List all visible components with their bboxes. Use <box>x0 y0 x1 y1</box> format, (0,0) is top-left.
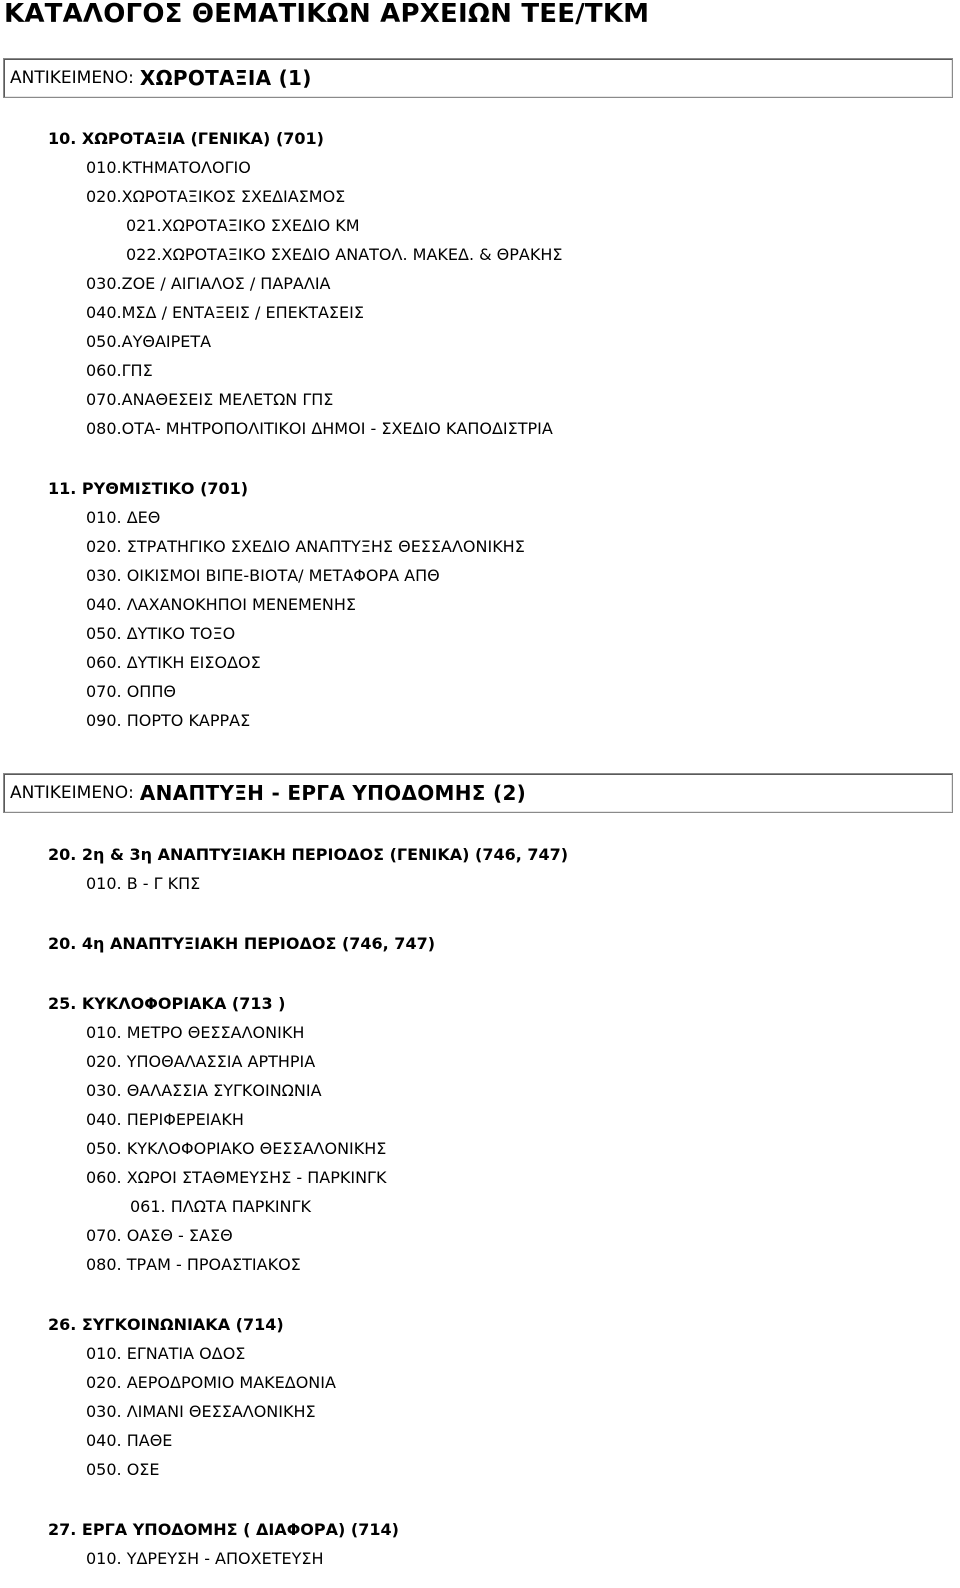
list-item: 030. ΘΑΛΑΣΣΙΑ ΣΥΓΚΟΙΝΩΝΙΑ <box>86 1081 322 1100</box>
list-item: 070. ΟΑΣΘ - ΣΑΣΘ <box>86 1226 233 1245</box>
list-item: 022.ΧΩΡΟΤΑΞΙΚΟ ΣΧΕΔΙΟ ΑΝΑΤΟΛ. ΜΑΚΕΔ. & ΘΡΑΚΗΣ <box>126 245 563 264</box>
list-item: 020.ΧΩΡΟΤΑΞΙΚΟΣ ΣΧΕΔΙΑΣΜΟΣ <box>86 187 346 206</box>
list-item: 040. ΛΑΧΑΝΟΚΗΠΟΙ ΜΕΝΕΜΕΝΗΣ <box>86 595 357 614</box>
category-heading: 20. 2η & 3η ΑΝΑΠΤΥΞΙΑΚΗ ΠΕΡΙΟΔΟΣ (ΓΕΝΙΚΑ) (746, 747) <box>48 845 569 864</box>
list-item: 040. ΠΕΡΙΦΕΡΕΙΑΚΗ <box>86 1110 244 1129</box>
subject-label: ΑΝΤΙΚΕΙΜΕΝΟ: <box>10 783 134 803</box>
list-item: 040.ΜΣΔ / ΕΝΤΑΞΕΙΣ / ΕΠΕΚΤΑΣΕΙΣ <box>86 303 364 322</box>
list-item: 040. ΠΑΘΕ <box>86 1431 173 1450</box>
list-item: 060.ΓΠΣ <box>86 361 153 380</box>
page-title: ΚΑΤΑΛΟΓΟΣ ΘΕΜΑΤΙΚΩΝ ΑΡΧΕΙΩΝ ΤΕΕ/ΤΚΜ <box>4 0 650 29</box>
category-heading: 10. ΧΩΡΟΤΑΞΙΑ (ΓΕΝΙΚΑ) (701) <box>48 129 324 148</box>
list-item: 090. ΠΟΡΤΟ ΚΑΡΡΑΣ <box>86 711 251 730</box>
list-item: 030.ΖΟΕ / ΑΙΓΙΑΛΟΣ / ΠΑΡΑΛΙΑ <box>86 274 331 293</box>
list-item: 030. ΛΙΜΑΝΙ ΘΕΣΣΑΛΟΝΙΚΗΣ <box>86 1402 316 1421</box>
list-item: 020. ΣΤΡΑΤΗΓΙΚΟ ΣΧΕΔΙΟ ΑΝΑΠΤΥΞΗΣ ΘΕΣΣΑΛΟΝΙΚΗΣ <box>86 537 525 556</box>
list-item: 030. ΟΙΚΙΣΜΟΙ ΒΙΠΕ-ΒΙΟΤΑ/ ΜΕΤΑΦΟΡΑ ΑΠΘ <box>86 566 440 585</box>
category-heading: 26. ΣΥΓΚΟΙΝΩΝΙΑΚΑ (714) <box>48 1315 284 1334</box>
category-heading: 20. 4η ΑΝΑΠΤΥΞΙΑΚΗ ΠΕΡΙΟΔΟΣ (746, 747) <box>48 934 436 953</box>
list-item: 070. ΟΠΠΘ <box>86 682 176 701</box>
list-item: 010. ΜΕΤΡΟ ΘΕΣΣΑΛΟΝΙΚΗ <box>86 1023 305 1042</box>
list-item: 020. ΥΠΟΘΑΛΑΣΣΙΑ ΑΡΤΗΡΙΑ <box>86 1052 316 1071</box>
list-item: 080.ΟΤΑ- ΜΗΤΡΟΠΟΛΙΤΙΚΟΙ ΔΗΜΟΙ - ΣΧΕΔΙΟ ΚΑΠΟΔΙΣΤΡΙΑ <box>86 419 553 438</box>
list-item: 050. ΚΥΚΛΟΦΟΡΙΑΚΟ ΘΕΣΣΑΛΟΝΙΚΗΣ <box>86 1139 387 1158</box>
list-item: 060. ΔΥΤΙΚΗ ΕΙΣΟΔΟΣ <box>86 653 261 672</box>
list-item: 010. ΕΓΝΑΤΙΑ ΟΔΟΣ <box>86 1344 246 1363</box>
list-item: 010. ΔΕΘ <box>86 508 161 527</box>
list-item: 050. ΟΣΕ <box>86 1460 160 1479</box>
list-item: 050. ΔΥΤΙΚΟ ΤΟΞΟ <box>86 624 236 643</box>
list-item: 010. ΥΔΡΕΥΣΗ - ΑΠΟΧΕΤΕΥΣΗ <box>86 1549 324 1568</box>
category-heading: 27. ΕΡΓΑ ΥΠΟΔΟΜΗΣ ( ΔΙΑΦΟΡΑ) (714) <box>48 1520 399 1539</box>
list-item: 020. ΑΕΡΟΔΡΟΜΙΟ ΜΑΚΕΔΟΝΙΑ <box>86 1373 336 1392</box>
list-item: 080. ΤΡΑΜ - ΠΡΟΑΣΤΙΑΚΟΣ <box>86 1255 301 1274</box>
list-item: 060. ΧΩΡΟΙ ΣΤΑΘΜΕΥΣΗΣ - ΠΑΡΚΙΝΓΚ <box>86 1168 387 1187</box>
subject-value: ΑΝΑΠΤΥΞΗ - ΕΡΓΑ ΥΠΟΔΟΜΗΣ (2) <box>139 781 527 805</box>
list-item: 050.ΑΥΘΑΙΡΕΤΑ <box>86 332 212 351</box>
list-item: 010.ΚΤΗΜΑΤΟΛΟΓΙΟ <box>86 158 251 177</box>
category-heading: 11. ΡΥΘΜΙΣΤΙΚΟ (701) <box>48 479 249 498</box>
list-item: 010. Β - Γ ΚΠΣ <box>86 874 201 893</box>
list-item: 061. ΠΛΩΤΑ ΠΑΡΚΙΝΓΚ <box>130 1197 311 1216</box>
subject-box-1 <box>3 58 953 98</box>
subject-label: ΑΝΤΙΚΕΙΜΕΝΟ: <box>10 68 134 88</box>
category-heading: 25. ΚΥΚΛΟΦΟΡΙΑΚΑ (713 ) <box>48 994 286 1013</box>
list-item: 070.ΑΝΑΘΕΣΕΙΣ ΜΕΛΕΤΩΝ ΓΠΣ <box>86 390 334 409</box>
subject-box-2 <box>3 773 953 813</box>
list-item: 021.ΧΩΡΟΤΑΞΙΚΟ ΣΧΕΔΙΟ ΚΜ <box>126 216 360 235</box>
subject-value: ΧΩΡΟΤΑΞΙΑ (1) <box>139 66 312 90</box>
